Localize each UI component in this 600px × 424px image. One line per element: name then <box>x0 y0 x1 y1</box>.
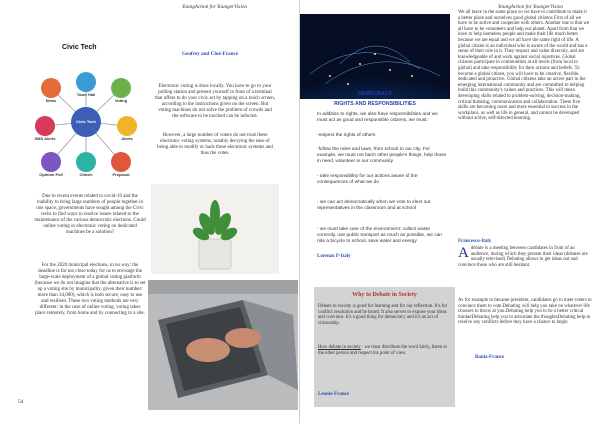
paragraph-covid: Due to recent events related to covid-19 and the inability to bring large numbers of people together in one space, governments have sought among the Civic techs to find ways to resolve issues related to the maintenance of the various democratic elections. Could online voting or electronic voting on dedicated machines be a solution? <box>34 194 146 235</box>
opinion-poll-icon <box>41 152 61 172</box>
debate-explainer-text: debate is a meeting between candidates in front of an audience, during which they present their ideas (debates are usually televised) Debating allows to get ideas out and convince those who are still hesitant. <box>458 246 588 268</box>
alerts-icon <box>117 116 137 136</box>
debate-how-lead: How debate in society <box>318 345 361 350</box>
civic-tech-title: Civic Tech <box>62 44 97 51</box>
citizen-icon <box>76 152 96 172</box>
diagram-node-label: Alerts <box>121 136 133 141</box>
diagram-node-label: SMS Alerts <box>34 136 56 141</box>
debate-box <box>314 287 455 407</box>
debate-how-rest: : we must distribute the word fairly, listen to the other person and respect his point of view. <box>318 345 448 356</box>
page-number: 54 <box>18 399 24 405</box>
rights-responsibilities-heading: RIGHTS AND RESPONSIBILITIES <box>334 101 416 107</box>
debate-explainer-p1 <box>458 246 592 268</box>
proposal-icon <box>111 152 131 172</box>
page-header-right: YoungAction for YoungerVision <box>498 4 563 10</box>
paragraph-electronic-voting: Electronic voting is done locally. You have to go to your polling station and present yourself in front of a terminal that offers to do your civic act by tapping on a touch screen, according to the instructions given on the screen. But voting machines do not solve the problem of crowds and the software to be touched can be infected. <box>155 84 276 119</box>
diagram-node-label: Opinion Poll <box>39 172 63 177</box>
right-page <box>300 0 600 424</box>
diagram-center-label: Civic Tech <box>76 119 96 124</box>
democracy-bullet: - we can act democratically when we vote to elect our representatives in the classroom and at school <box>317 200 431 211</box>
diagram-node-label: News <box>45 98 57 103</box>
debate-explainer-p2: As for example to became president, candidates go to meet voters to convince them to vote.Debating will help you take on whatever life chooses to throw at you.Debating help you to be a better critical thinkerDebating help you to articulate the thoughtsDebating help to resolve any conflicts before they have a chance to begin <box>458 298 592 326</box>
sms-alerts-icon <box>35 116 55 136</box>
plant-pot-image <box>151 184 279 274</box>
page-header-left: YoungAction for YoungerVision <box>182 4 247 10</box>
dropcap-letter: A <box>458 245 469 261</box>
civic-tech-diagram <box>31 64 141 179</box>
diagram-node-label: Proposal <box>112 172 130 177</box>
author-bania: Bania-France <box>475 355 505 360</box>
diagram-node-label: Voting <box>114 98 128 103</box>
diagram-node-label: Citizen <box>79 172 93 177</box>
town-hall-icon <box>76 72 96 92</box>
democracy-paragraph: In addition to rights, we also have responsibilities and we must act as good and responsible citizens, we must: <box>317 112 438 123</box>
paragraph-municipal-2020: For the 2020 municipal elections, in no way: the deadline is far too close today for us to envisage the large-scale deployment of a global voting platform (because we do not imagine that the alternative is to set up a voting site by municipality, given their number: more than 34,000), which is both secure, easy to use and resilient. These two voting methods are very different: in the case of online voting, voting takes place remotely, from home and by connecting to a site. <box>34 263 146 316</box>
debate-box-paragraph: Debate in society is good for learning and for our reflection. It's for conflict resolution and be heard. It also serves to expose your ideas and convince. It's a good thing for democracy and it's an act of citizenship. <box>318 304 448 326</box>
democracy-heading: DEMOCRACY <box>357 91 392 97</box>
authors-byline: Geofrey and Cloé-France <box>182 51 239 57</box>
news-icon <box>41 78 61 98</box>
author-francesco: Francesco-Italy <box>458 239 492 244</box>
global-citizen-paragraph: We all leave in the same place so we have to contribute to make it a better place and ourselves good global citizens First of all we have to be active and cooperate with others. Another one is that we all have to be volunteers and help our planet. Apart from that we have to help homeless people and make their life much better because we are equal and we all have the same right of life. A global citizen is an individual who is aware of the world and has a sense of their role in it. They respect and value diversity, and are knowledgeable of and work against social injustices. Global citizens participate in communities at all levels (from local to global) and take responsibility for their actions and beliefs. To become a global citizen, you will have to be creative, flexible, dedicated and proactive. Global citizens take an active part in the emerging international community and are committed to helping build this community's values and practices. This will mean developing skills related to problem-solving, decision-making, critical thinking, communication and collaboration. These five skills are becoming more and more essential to success in the workplace, as well as life in general, and cannot be developed without active, self-directed learning. <box>458 10 590 122</box>
voting-icon <box>111 78 131 98</box>
paragraph-trust: However, a large number of voters do not trust these electronic voting systems, notably decrying the ease of being able to modify or hack these electronic systems and thus the votes. <box>157 133 273 156</box>
debate-box-title: Why to Debate in Society <box>352 292 417 298</box>
laptop-typing-image <box>148 280 298 410</box>
democracy-bullet: - take responsibility for our actions aware of the consequences of what we do <box>317 174 418 185</box>
democracy-bullet: - we must take care of the environment: collect waste correctly, use public transport as much as possible, we can ride a bicycle to school, save water and energy <box>317 227 442 244</box>
author-leonie: Leonie-France <box>318 392 350 397</box>
author-lorenzo: Lorenzo P-Italy <box>317 254 351 259</box>
democracy-bullet: -respect the rights of others <box>317 133 376 138</box>
diagram-node-label: Town Hall <box>76 92 96 97</box>
debate-box-paragraph <box>318 345 452 356</box>
earth-network-image <box>300 14 450 99</box>
democracy-bullet: -follow the rules and laws, from school to our city. For example, we must not harm other people's things, help those in need, volunteer in our community <box>317 147 447 164</box>
